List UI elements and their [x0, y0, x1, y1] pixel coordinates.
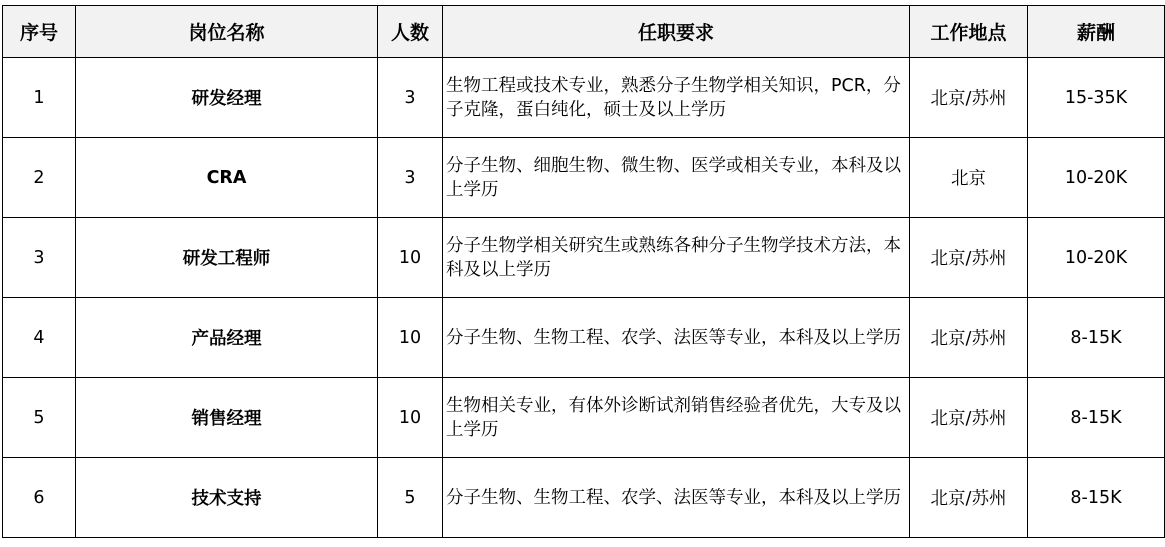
table-body — [3, 58, 1165, 538]
table-row — [3, 298, 1165, 378]
recruitment-table — [2, 5, 1165, 538]
cell-count: 5 — [378, 458, 443, 538]
cell-seq: 2 — [3, 138, 76, 218]
cell-count: 3 — [378, 58, 443, 138]
cell-location: 北京 — [910, 138, 1028, 218]
table-row — [3, 458, 1165, 538]
cell-salary: 8-15K — [1028, 298, 1165, 378]
cell-requirements: 分子生物、生物工程、农学、法医等专业，本科及以上学历 — [443, 458, 910, 538]
cell-title: 销售经理 — [76, 378, 378, 458]
cell-seq: 3 — [3, 218, 76, 298]
cell-seq: 4 — [3, 298, 76, 378]
table-row — [3, 138, 1165, 218]
cell-title: 产品经理 — [76, 298, 378, 378]
cell-requirements: 生物相关专业，有体外诊断试剂销售经验者优先，大专及以上学历 — [443, 378, 910, 458]
cell-salary: 8-15K — [1028, 378, 1165, 458]
cell-location: 北京/苏州 — [910, 218, 1028, 298]
header-requirements: 任职要求 — [443, 6, 910, 58]
cell-location: 北京/苏州 — [910, 298, 1028, 378]
table-row — [3, 58, 1165, 138]
cell-location: 北京/苏州 — [910, 58, 1028, 138]
cell-requirements: 分子生物学相关研究生或熟练各种分子生物学技术方法，本科及以上学历 — [443, 218, 910, 298]
cell-count: 10 — [378, 378, 443, 458]
cell-salary: 8-15K — [1028, 458, 1165, 538]
header-row — [3, 6, 1165, 58]
cell-location: 北京/苏州 — [910, 378, 1028, 458]
header-salary: 薪酬 — [1028, 6, 1165, 58]
cell-requirements: 分子生物、生物工程、农学、法医等专业，本科及以上学历 — [443, 298, 910, 378]
cell-salary: 15-35K — [1028, 58, 1165, 138]
header-location: 工作地点 — [910, 6, 1028, 58]
cell-seq: 6 — [3, 458, 76, 538]
cell-location: 北京/苏州 — [910, 458, 1028, 538]
cell-title: 研发工程师 — [76, 218, 378, 298]
table-header — [3, 6, 1165, 58]
cell-title: 研发经理 — [76, 58, 378, 138]
cell-count: 10 — [378, 218, 443, 298]
cell-requirements: 生物工程或技术专业，熟悉分子生物学相关知识，PCR，分子克隆，蛋白纯化，硕士及以上学历 — [443, 58, 910, 138]
cell-title: CRA — [76, 138, 378, 218]
cell-count: 10 — [378, 298, 443, 378]
cell-title: 技术支持 — [76, 458, 378, 538]
header-seq: 序号 — [3, 6, 76, 58]
cell-salary: 10-20K — [1028, 218, 1165, 298]
table-row — [3, 378, 1165, 458]
cell-seq: 1 — [3, 58, 76, 138]
cell-seq: 5 — [3, 378, 76, 458]
cell-salary: 10-20K — [1028, 138, 1165, 218]
table-row — [3, 218, 1165, 298]
cell-count: 3 — [378, 138, 443, 218]
header-title: 岗位名称 — [76, 6, 378, 58]
cell-requirements: 分子生物、细胞生物、微生物、医学或相关专业，本科及以上学历 — [443, 138, 910, 218]
header-count: 人数 — [378, 6, 443, 58]
